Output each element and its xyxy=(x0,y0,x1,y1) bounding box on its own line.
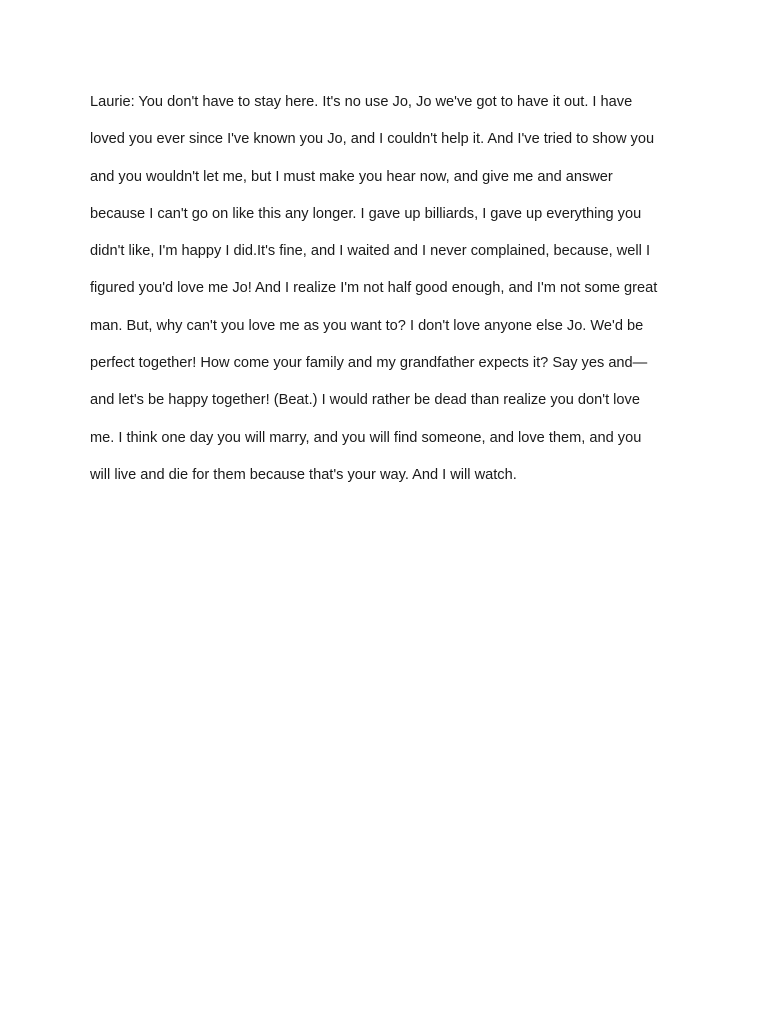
text-line: man. But, why can't you love me as you want to? I don't love anyone else Jo. We'd be xyxy=(90,317,644,334)
text-line: because I can't go on like this any longer. I gave up billiards, I gave up everything you xyxy=(90,205,642,222)
text-line: and let's be happy together! (Beat.) I would rather be dead than realize you don't love xyxy=(90,392,640,409)
monologue-paragraph xyxy=(90,89,690,499)
text-line: didn't like, I'm happy I did.It's fine, and I waited and I never complained, because, well I xyxy=(90,243,650,260)
text-line: and you wouldn't let me, but I must make you hear now, and give me and answer xyxy=(90,168,613,185)
text-line: loved you ever since I've known you Jo, and I couldn't help it. And I've tried to show you xyxy=(90,131,655,148)
text-line: figured you'd love me Jo! And I realize I'm not half good enough, and I'm not some great xyxy=(90,280,658,297)
text-line: perfect together! How come your family and my grandfather expects it? Say yes and— xyxy=(90,355,648,372)
text-line: will live and die for them because that's your way. And I will watch. xyxy=(90,466,517,483)
text-line: me. I think one day you will marry, and you will find someone, and love them, and you xyxy=(90,429,642,446)
text-line: Laurie: You don't have to stay here. It's no use Jo, Jo we've got to have it out. I have xyxy=(90,94,633,110)
